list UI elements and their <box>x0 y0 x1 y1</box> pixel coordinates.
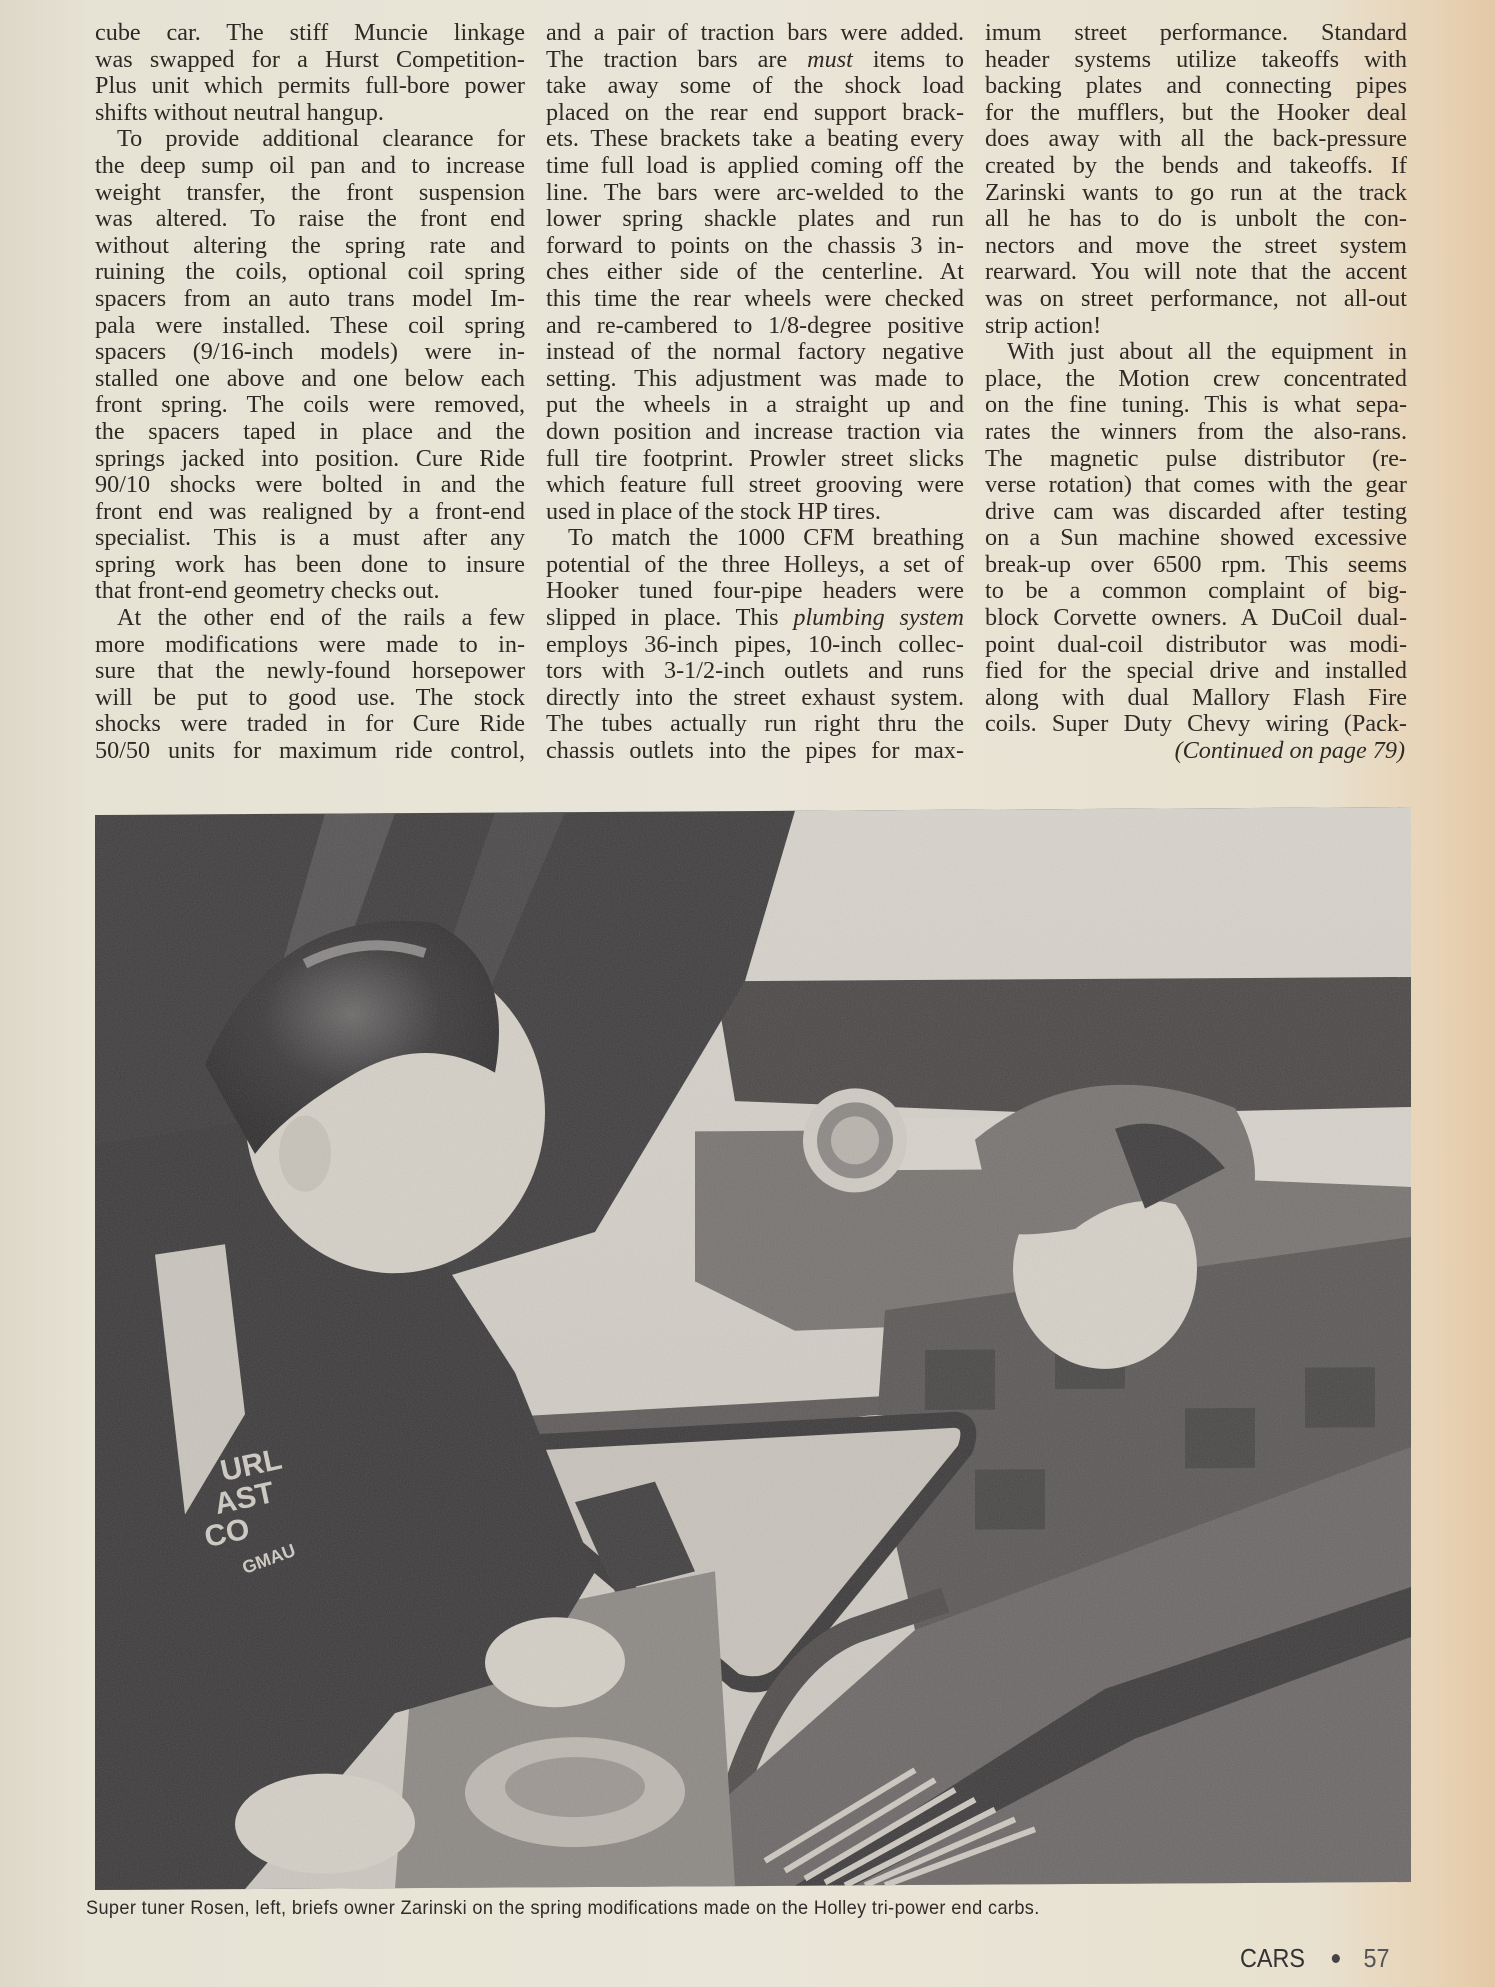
text-line: forward to points on the chassis 3 in- <box>546 232 964 259</box>
text-line: verse rotation) that comes with the gear <box>985 472 1407 499</box>
text-line: cube car. The stiff Muncie linkage <box>95 20 525 46</box>
magazine-name: CARS <box>1240 1943 1306 1973</box>
text-line: place, the Motion crew concentrated <box>985 365 1407 392</box>
text-line: Plus unit which permits full-bore power <box>95 73 525 100</box>
text-line: coils. Super Duty Chevy wiring (Pack- <box>985 711 1407 738</box>
text-run: items to <box>852 46 964 73</box>
article-column-2 <box>546 20 964 765</box>
text-line: pala were installed. These coil spring <box>95 312 525 339</box>
text-line <box>546 605 964 632</box>
text-line: To match the 1000 CFM breathing <box>568 525 964 552</box>
text-line: used in place of the stock HP tires. <box>546 498 881 525</box>
text-line: the spacers taped in place and the <box>95 418 525 445</box>
text-line: weight transfer, the front suspension <box>95 179 525 206</box>
text-line: tors with 3-1/2-inch outlets and runs <box>546 658 964 685</box>
text-line: springs jacked into position. Cure Ride <box>95 445 525 472</box>
text-line: The magnetic pulse distributor (re- <box>985 445 1407 472</box>
continued-on-page: (Continued on page 79) <box>1174 737 1405 765</box>
text-line: To provide additional clearance for <box>117 126 525 153</box>
text-line: employs 36-inch pipes, 10-inch collec- <box>546 631 964 658</box>
text-line: directly into the street exhaust system. <box>546 684 964 711</box>
text-line: backing plates and connecting pipes <box>985 73 1407 100</box>
text-line: rates the winners from the also-rans. <box>985 418 1407 445</box>
text-line: ets. These brackets take a beating every <box>546 126 964 153</box>
text-line: shifts without neutral hangup. <box>95 99 384 126</box>
page-number: 57 <box>1363 1943 1390 1973</box>
text-line: full tire footprint. Prowler street slicks <box>546 445 964 472</box>
text-line: setting. This adjustment was made to <box>546 365 964 392</box>
photo-caption: Super tuner Rosen, left, briefs owner Zarinski on the spring modifications made on the Holley tri-power end carbs. <box>86 1897 1040 1919</box>
text-line: break-up over 6500 rpm. This seems <box>985 551 1407 578</box>
italic-emphasis: plumbing system <box>793 605 964 632</box>
italic-emphasis: must <box>807 46 853 73</box>
text-line: the deep sump oil pan and to increase <box>95 152 525 179</box>
text-line: shocks were traded in for Cure Ride <box>95 711 525 738</box>
text-line: block Corvette owners. A DuCoil dual- <box>985 605 1407 632</box>
text-line: ches either side of the centerline. At <box>546 259 964 286</box>
text-line: does away with all the back-pressure <box>985 126 1407 153</box>
text-line: was altered. To raise the front end <box>95 206 525 233</box>
text-line: on the fine tuning. This is what sepa- <box>985 392 1407 419</box>
text-line: will be put to good use. The stock <box>95 684 525 711</box>
text-line: that front-end geometry checks out. <box>95 578 440 605</box>
text-line: nectors and move the street system <box>985 232 1407 259</box>
text-line: and re-cambered to 1/8-degree positive <box>546 312 964 339</box>
text-line <box>546 47 964 74</box>
text-line: to be a common complaint of big- <box>985 578 1407 605</box>
text-line: without altering the spring rate and <box>95 232 525 259</box>
text-line: along with dual Mallory Flash Fire <box>985 684 1407 711</box>
text-line: all he has to do is unbolt the con- <box>985 206 1407 233</box>
text-line: point dual-coil distributor was modi- <box>985 631 1407 658</box>
text-line: put the wheels in a straight up and <box>546 392 964 419</box>
text-line: rearward. You will note that the accent <box>985 259 1407 286</box>
text-line: spacers (9/16-inch models) were in- <box>95 339 525 366</box>
text-line: At the other end of the rails a few <box>117 605 525 632</box>
text-line: line. The bars were arc-welded to the <box>546 179 964 206</box>
text-line: imum street performance. Standard <box>985 20 1407 46</box>
text-line: The tubes actually run right thru the <box>546 711 964 738</box>
text-line: 90/10 shocks were bolted in and the <box>95 472 525 499</box>
text-line: drive cam was discarded after testing <box>985 498 1407 525</box>
text-line: and a pair of traction bars were added. <box>546 20 964 46</box>
text-line: fied for the special drive and installed <box>985 658 1407 685</box>
text-line: time full load is applied coming off the <box>546 152 964 179</box>
text-line: front end was realigned by a front-end <box>95 498 525 525</box>
text-line: more modifications were made to in- <box>95 631 525 658</box>
text-line: spring work has been done to insure <box>95 551 525 578</box>
text-line: lower spring shackle plates and run <box>546 206 964 233</box>
text-run: slipped in place. This <box>546 605 794 632</box>
text-line: Hooker tuned four-pipe headers were <box>546 578 964 605</box>
article-column-1 <box>95 20 525 765</box>
text-line: potential of the three Holleys, a set of <box>546 551 964 578</box>
text-line: which feature full street grooving were <box>546 472 964 499</box>
text-run: The traction bars are <box>546 46 808 73</box>
photo-engine-bay-illustration <box>95 807 1411 1890</box>
text-line: on a Sun machine showed excessive <box>985 525 1407 552</box>
text-line: ruining the coils, optional coil spring <box>95 259 525 286</box>
text-line: was on street performance, not all-out <box>985 285 1407 312</box>
text-line: strip action! <box>985 312 1102 339</box>
text-line: take away some of the shock load <box>546 73 964 100</box>
text-line: With just about all the equipment in <box>1007 339 1407 366</box>
text-line: stalled one above and one below each <box>95 365 525 392</box>
text-line: front spring. The coils were removed, <box>95 392 525 419</box>
text-line: 50/50 units for maximum ride control, <box>95 738 525 765</box>
text-line: Zarinski wants to go run at the track <box>985 179 1407 206</box>
text-line: this time the rear wheels were checked <box>546 285 964 312</box>
text-line: placed on the rear end support brack- <box>546 99 964 126</box>
text-line: chassis outlets into the pipes for max- <box>546 738 964 765</box>
text-line: spacers from an auto trans model Im- <box>95 285 525 312</box>
text-line: header systems utilize takeoffs with <box>985 46 1407 73</box>
text-line: created by the bends and takeoffs. If <box>985 152 1407 179</box>
text-line: was swapped for a Hurst Competition- <box>95 46 525 73</box>
bullet-separator <box>1332 1954 1340 1963</box>
article-column-3 <box>985 20 1407 765</box>
text-line: sure that the newly-found horsepower <box>95 658 525 685</box>
article-photo <box>95 807 1411 1890</box>
text-line: down position and increase traction via <box>546 418 964 445</box>
text-line: specialist. This is a must after any <box>95 525 525 552</box>
text-line: for the mufflers, but the Hooker deal <box>985 99 1407 126</box>
page-folio <box>1240 1943 1390 1974</box>
text-line: instead of the normal factory negative <box>546 339 964 366</box>
